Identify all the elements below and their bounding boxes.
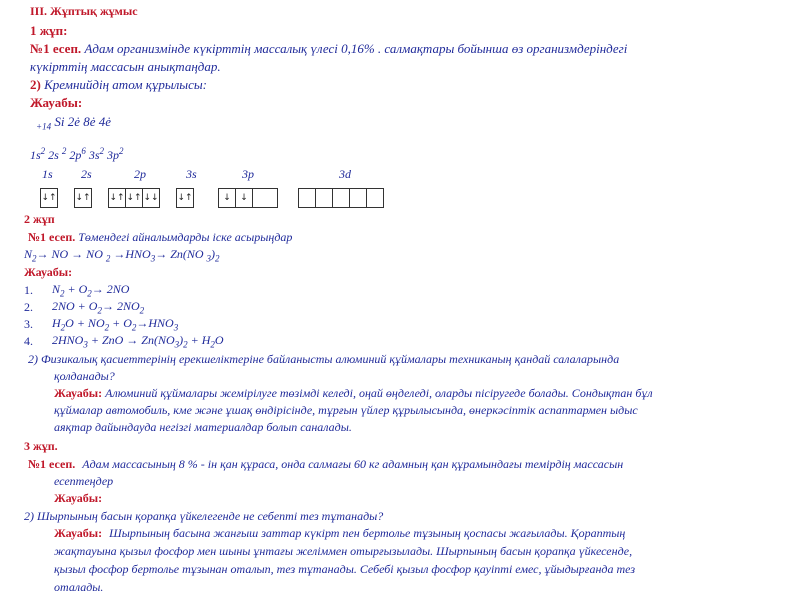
g1-answer-label: Жауабы: [30,95,83,110]
g2-answer2-label: Жауабы: [54,386,103,400]
orbital-cell: ↓ [219,189,236,207]
orbital-cell [316,189,333,207]
orbital-label: 1s [42,167,53,181]
orbital-cell: ↓ [236,189,253,207]
orbital-cell [253,189,277,207]
g2-answer2-text-c: аяқтар дайындауда негізгі материалдар болып саналады. [54,420,352,434]
g1-task2: 2) Кремнийдің атом құрылысы: [30,77,208,92]
orbital-cell: ↓↓ [143,193,159,203]
equation-number: 1. [24,283,33,297]
g3-task1-number: №1 есеп. [28,457,76,471]
g3-answer2-line1 [54,526,625,541]
group3-label: 3 жұп. [24,439,58,453]
equation-4: $2HNO_3$ + ZnO → $Zn(NO_3)_2 + H_2O$ [52,333,224,350]
group1-label: 1 жұп: [30,23,68,38]
g3-answer2-text-d: оталады. [54,580,104,594]
orbital-cell: ↓↑ [177,193,193,203]
orbital-box-2s [74,188,92,208]
electron-config: $1s^2$ 2s $^2$ $2p^6$ $3s^2$ $3p^2$ [30,146,124,162]
orbital-box-2p [108,188,160,208]
g1-task1-text-b: күкірттің массасын анықтаңдар. [30,59,221,74]
g3-answer2-text-a: Шырпының басына жанғыш заттар күкірт пен бертолье тұзының қоспасы жағылады. Қорaптың [109,526,626,540]
orbital-box-3d [298,188,384,208]
g2-task1 [28,230,292,245]
g1-task1-line1 [30,41,627,56]
orbital-cell: ↓↑ [126,189,143,207]
g3-task1-text-b: есептеңдер [54,474,114,488]
orbital-label: 3d [339,167,351,181]
g2-task2-a: 2) Физикалық қасиеттерінің ерекшеліктеріне байланысты алюминий құймалары техниканың қандай салаларында [28,352,620,366]
g3-answer2-text-b: жақтауына қызыл фосфор мен шыны ұнтағы желіммен отырғызылады. Шырпының басын қорапқа үйкесенде, [54,544,633,558]
equation-1: $N_2 + O_2\to 2NO$ [52,282,130,299]
g2-answer2-text-b: құймалар автомобиль, кме және ұшақ өндірісінде, тұрғын үйлер құрылысында, өнеркәсіптік аспаптармен ыдыс [54,403,638,417]
orbital-label: 2s [81,167,92,181]
equation-3: $H_2O + NO_2 + O_2\to HNO_3$ [52,316,179,333]
g3-task1-line1 [28,457,623,472]
g1-task1-number: №1 есеп. [30,41,82,56]
g2-task2-b: қолданады? [54,369,115,383]
equation-2: $2NO + O_2\to 2NO_2$ [52,299,145,316]
orbital-box-3s [176,188,194,208]
section-header: III. Жұптық жұмыс [30,4,138,18]
orbital-label: 2p [134,167,146,181]
g2-answer-label: Жауабы: [24,265,73,279]
g3-task1-text-a: Адам массасының 8 % - ін қан құраса, онда салмағы 60 кг адамның қан құрамындағы темірдің массасын [82,457,624,471]
reaction-chain: $N_2\to$ NO → NO $_2 \to HNO_3\to Zn(NO$ $_3)_2$ [24,247,220,264]
g2-answer2-line1 [54,386,653,401]
equation-number: 2. [24,300,33,314]
g1-task1-text-a: Адам организмінде күкірттің массалық үлесі 0,16% . салмақтары бойынша өз организмдеріндегі [84,41,628,56]
orbital-cell [350,189,367,207]
orbital-label: 3s [186,167,197,181]
orbital-label: 3p [242,167,254,181]
g3-answer-label: Жауабы: [54,491,103,505]
atom-structure [36,114,111,132]
equation-number: 3. [24,317,33,331]
orbital-cell [299,189,316,207]
g3-task2: 2) Шырпының басын қорапқа үйкелегенде не себепті тез тұтанады? [24,509,384,523]
orbital-cell [333,189,350,207]
atom-formula: Si 2ė 8ė 4ė [54,114,111,129]
orbital-cell: ↓↑ [109,189,126,207]
orbital-cell [367,189,383,207]
g3-answer2-text-c: қызыл фосфор бертолье тұзынан оталып, тез тұтанады. Себебі қызыл фосфор қауіпті емес, ұйыдырғанда тез [54,562,636,576]
g2-task1-number: №1 есеп. [28,230,76,244]
orbital-cell: ↓↑ [75,193,91,203]
g2-answer2-text-a: Алюминий құймалары жемірілуге төзімді келеді, оңай өңделеді, оларды пісіругеде болады. Сондықтан бұл [105,386,653,400]
g2-task1-text: Төмендегі айналымдарды іске асырыңдар [78,230,293,244]
orbital-cell: ↓↑ [41,193,57,203]
orbital-box-1s [40,188,58,208]
group2-label: 2 жұп [24,212,55,226]
orbital-box-3p [218,188,278,208]
g3-answer2-label: Жауабы: [54,526,103,540]
atom-charge: +14 [36,121,52,132]
equation-number: 4. [24,334,33,348]
